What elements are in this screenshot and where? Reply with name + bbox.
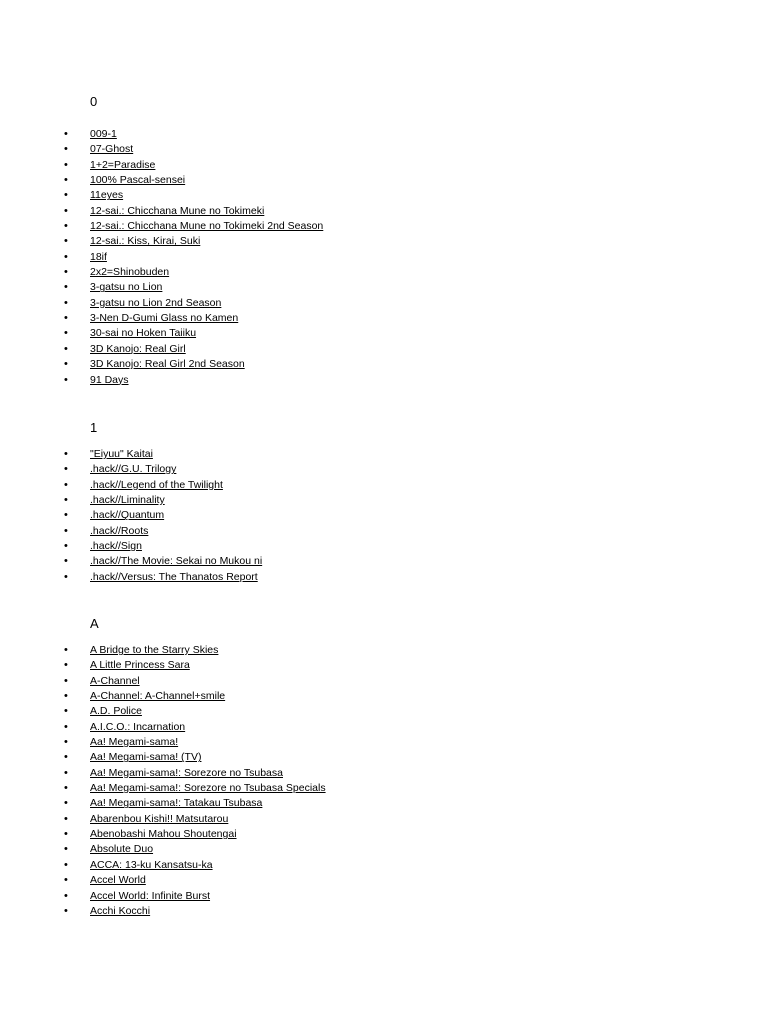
entry-link[interactable]: 12-sai.: Chicchana Mune no Tokimeki 2nd Season xyxy=(90,220,324,233)
bullet-icon: • xyxy=(64,174,68,187)
bullet-icon: • xyxy=(64,524,68,537)
bullet-icon: • xyxy=(64,659,68,672)
bullet-icon: • xyxy=(64,478,68,491)
entry-link[interactable]: 18if xyxy=(90,250,107,263)
bullet-icon: • xyxy=(64,812,68,825)
bullet-icon: • xyxy=(64,797,68,810)
bullet-icon: • xyxy=(64,874,68,887)
bullet-icon: • xyxy=(64,342,68,355)
bullet-icon: • xyxy=(64,889,68,902)
entry-link[interactable]: 07-Ghost xyxy=(90,143,134,156)
entry-link[interactable]: 3-Nen D-Gumi Glass no Kamen xyxy=(90,312,239,325)
section-heading: 1 xyxy=(90,420,98,435)
entry-link[interactable]: .hack//Versus: The Thanatos Report xyxy=(90,570,258,583)
bullet-icon: • xyxy=(64,690,68,703)
entry-link[interactable]: A.D. Police xyxy=(90,705,142,718)
bullet-icon: • xyxy=(64,751,68,764)
entry-link[interactable]: .hack//Roots xyxy=(90,524,149,537)
entry-link[interactable]: Abenobashi Mahou Shoutengai xyxy=(90,828,237,841)
entry-link[interactable]: .hack//Sign xyxy=(90,540,142,553)
bullet-icon: • xyxy=(64,128,68,140)
entry-link[interactable]: 3D Kanojo: Real Girl xyxy=(90,342,186,355)
entry-link[interactable]: Accel World: Infinite Burst xyxy=(90,889,211,902)
entry-link[interactable]: Acchi Kocchi xyxy=(90,904,151,917)
entry-link[interactable]: 12-sai.: Kiss, Kirai, Suki xyxy=(90,235,201,248)
entry-link[interactable]: A-Channel: A-Channel+smile xyxy=(90,690,226,703)
entry-link[interactable]: ACCA: 13-ku Kansatsu-ka xyxy=(90,858,213,871)
entry-link[interactable]: 1+2=Paradise xyxy=(90,158,156,171)
entry-link[interactable]: 30-sai no Hoken Taiiku xyxy=(90,327,197,340)
bullet-icon: • xyxy=(64,705,68,718)
entry-link[interactable]: Absolute Duo xyxy=(90,843,154,856)
bullet-icon: • xyxy=(64,312,68,325)
bullet-icon: • xyxy=(64,828,68,841)
bullet-icon: • xyxy=(64,373,68,386)
entry-link[interactable]: 91 Days xyxy=(90,373,129,386)
bullet-icon: • xyxy=(64,204,68,217)
bullet-icon: • xyxy=(64,463,68,476)
bullet-icon: • xyxy=(64,782,68,795)
entry-link[interactable]: A.I.C.O.: Incarnation xyxy=(90,720,186,733)
bullet-icon: • xyxy=(64,644,68,656)
entry-link[interactable]: .hack//Liminality xyxy=(90,494,165,507)
bullet-icon: • xyxy=(64,858,68,871)
entry-link[interactable]: A Little Princess Sara xyxy=(90,659,190,672)
entry-link[interactable]: 12-sai.: Chicchana Mune no Tokimeki xyxy=(90,204,265,217)
bullet-icon: • xyxy=(64,448,68,460)
entry-link[interactable]: Accel World xyxy=(90,874,146,887)
bullet-icon: • xyxy=(64,235,68,248)
entry-link[interactable]: 3-gatsu no Lion 2nd Season xyxy=(90,296,222,309)
entry-link[interactable]: Aa! Megami-sama!: Sorezore no Tsubasa xyxy=(90,766,283,779)
entry-link[interactable]: 100% Pascal-sensei xyxy=(90,174,186,187)
entry-link[interactable]: .hack//The Movie: Sekai no Mukou ni xyxy=(90,555,263,568)
entry-link[interactable]: .hack//Quantum xyxy=(90,509,165,522)
bullet-icon: • xyxy=(64,281,68,294)
bullet-icon: • xyxy=(64,555,68,568)
bullet-icon: • xyxy=(64,296,68,309)
entry-link[interactable]: .hack//G.U. Trilogy xyxy=(90,463,177,476)
entry-link[interactable]: 3D Kanojo: Real Girl 2nd Season xyxy=(90,358,245,371)
entry-link[interactable]: 2x2=Shinobuden xyxy=(90,266,170,279)
bullet-icon: • xyxy=(64,843,68,856)
bullet-icon: • xyxy=(64,189,68,202)
bullet-icon: • xyxy=(64,250,68,263)
bullet-icon: • xyxy=(64,494,68,507)
bullet-icon: • xyxy=(64,327,68,340)
entry-link[interactable]: Abarenbou Kishi!! Matsutarou xyxy=(90,812,229,825)
entry-link[interactable]: Aa! Megami-sama! (TV) xyxy=(90,751,202,764)
entry-link[interactable]: Aa! Megami-sama!: Tatakau Tsubasa xyxy=(90,797,263,810)
section-heading: A xyxy=(90,616,99,631)
entry-link[interactable]: 009-1 xyxy=(90,128,117,140)
section-heading: 0 xyxy=(90,94,98,109)
entry-link[interactable]: 3-gatsu no Lion xyxy=(90,281,163,294)
bullet-icon: • xyxy=(64,158,68,171)
bullet-icon: • xyxy=(64,570,68,583)
bullet-icon: • xyxy=(64,720,68,733)
entry-link[interactable]: Aa! Megami-sama! xyxy=(90,736,179,749)
bullet-icon: • xyxy=(64,266,68,279)
bullet-icon: • xyxy=(64,358,68,371)
entry-link[interactable]: .hack//Legend of the Twilight xyxy=(90,478,223,491)
bullet-icon: • xyxy=(64,220,68,233)
bullet-icon: • xyxy=(64,540,68,553)
bullet-icon: • xyxy=(64,904,68,917)
bullet-icon: • xyxy=(64,143,68,156)
entry-link[interactable]: A Bridge to the Starry Skies xyxy=(90,644,219,656)
entry-link[interactable]: "Eiyuu" Kaitai xyxy=(90,448,153,460)
entry-link[interactable]: Aa! Megami-sama!: Sorezore no Tsubasa Specials xyxy=(90,782,326,795)
bullet-icon: • xyxy=(64,674,68,687)
bullet-icon: • xyxy=(64,509,68,522)
entry-link[interactable]: A-Channel xyxy=(90,674,140,687)
entry-link[interactable]: 11eyes xyxy=(90,189,124,202)
bullet-icon: • xyxy=(64,766,68,779)
bullet-icon: • xyxy=(64,736,68,749)
